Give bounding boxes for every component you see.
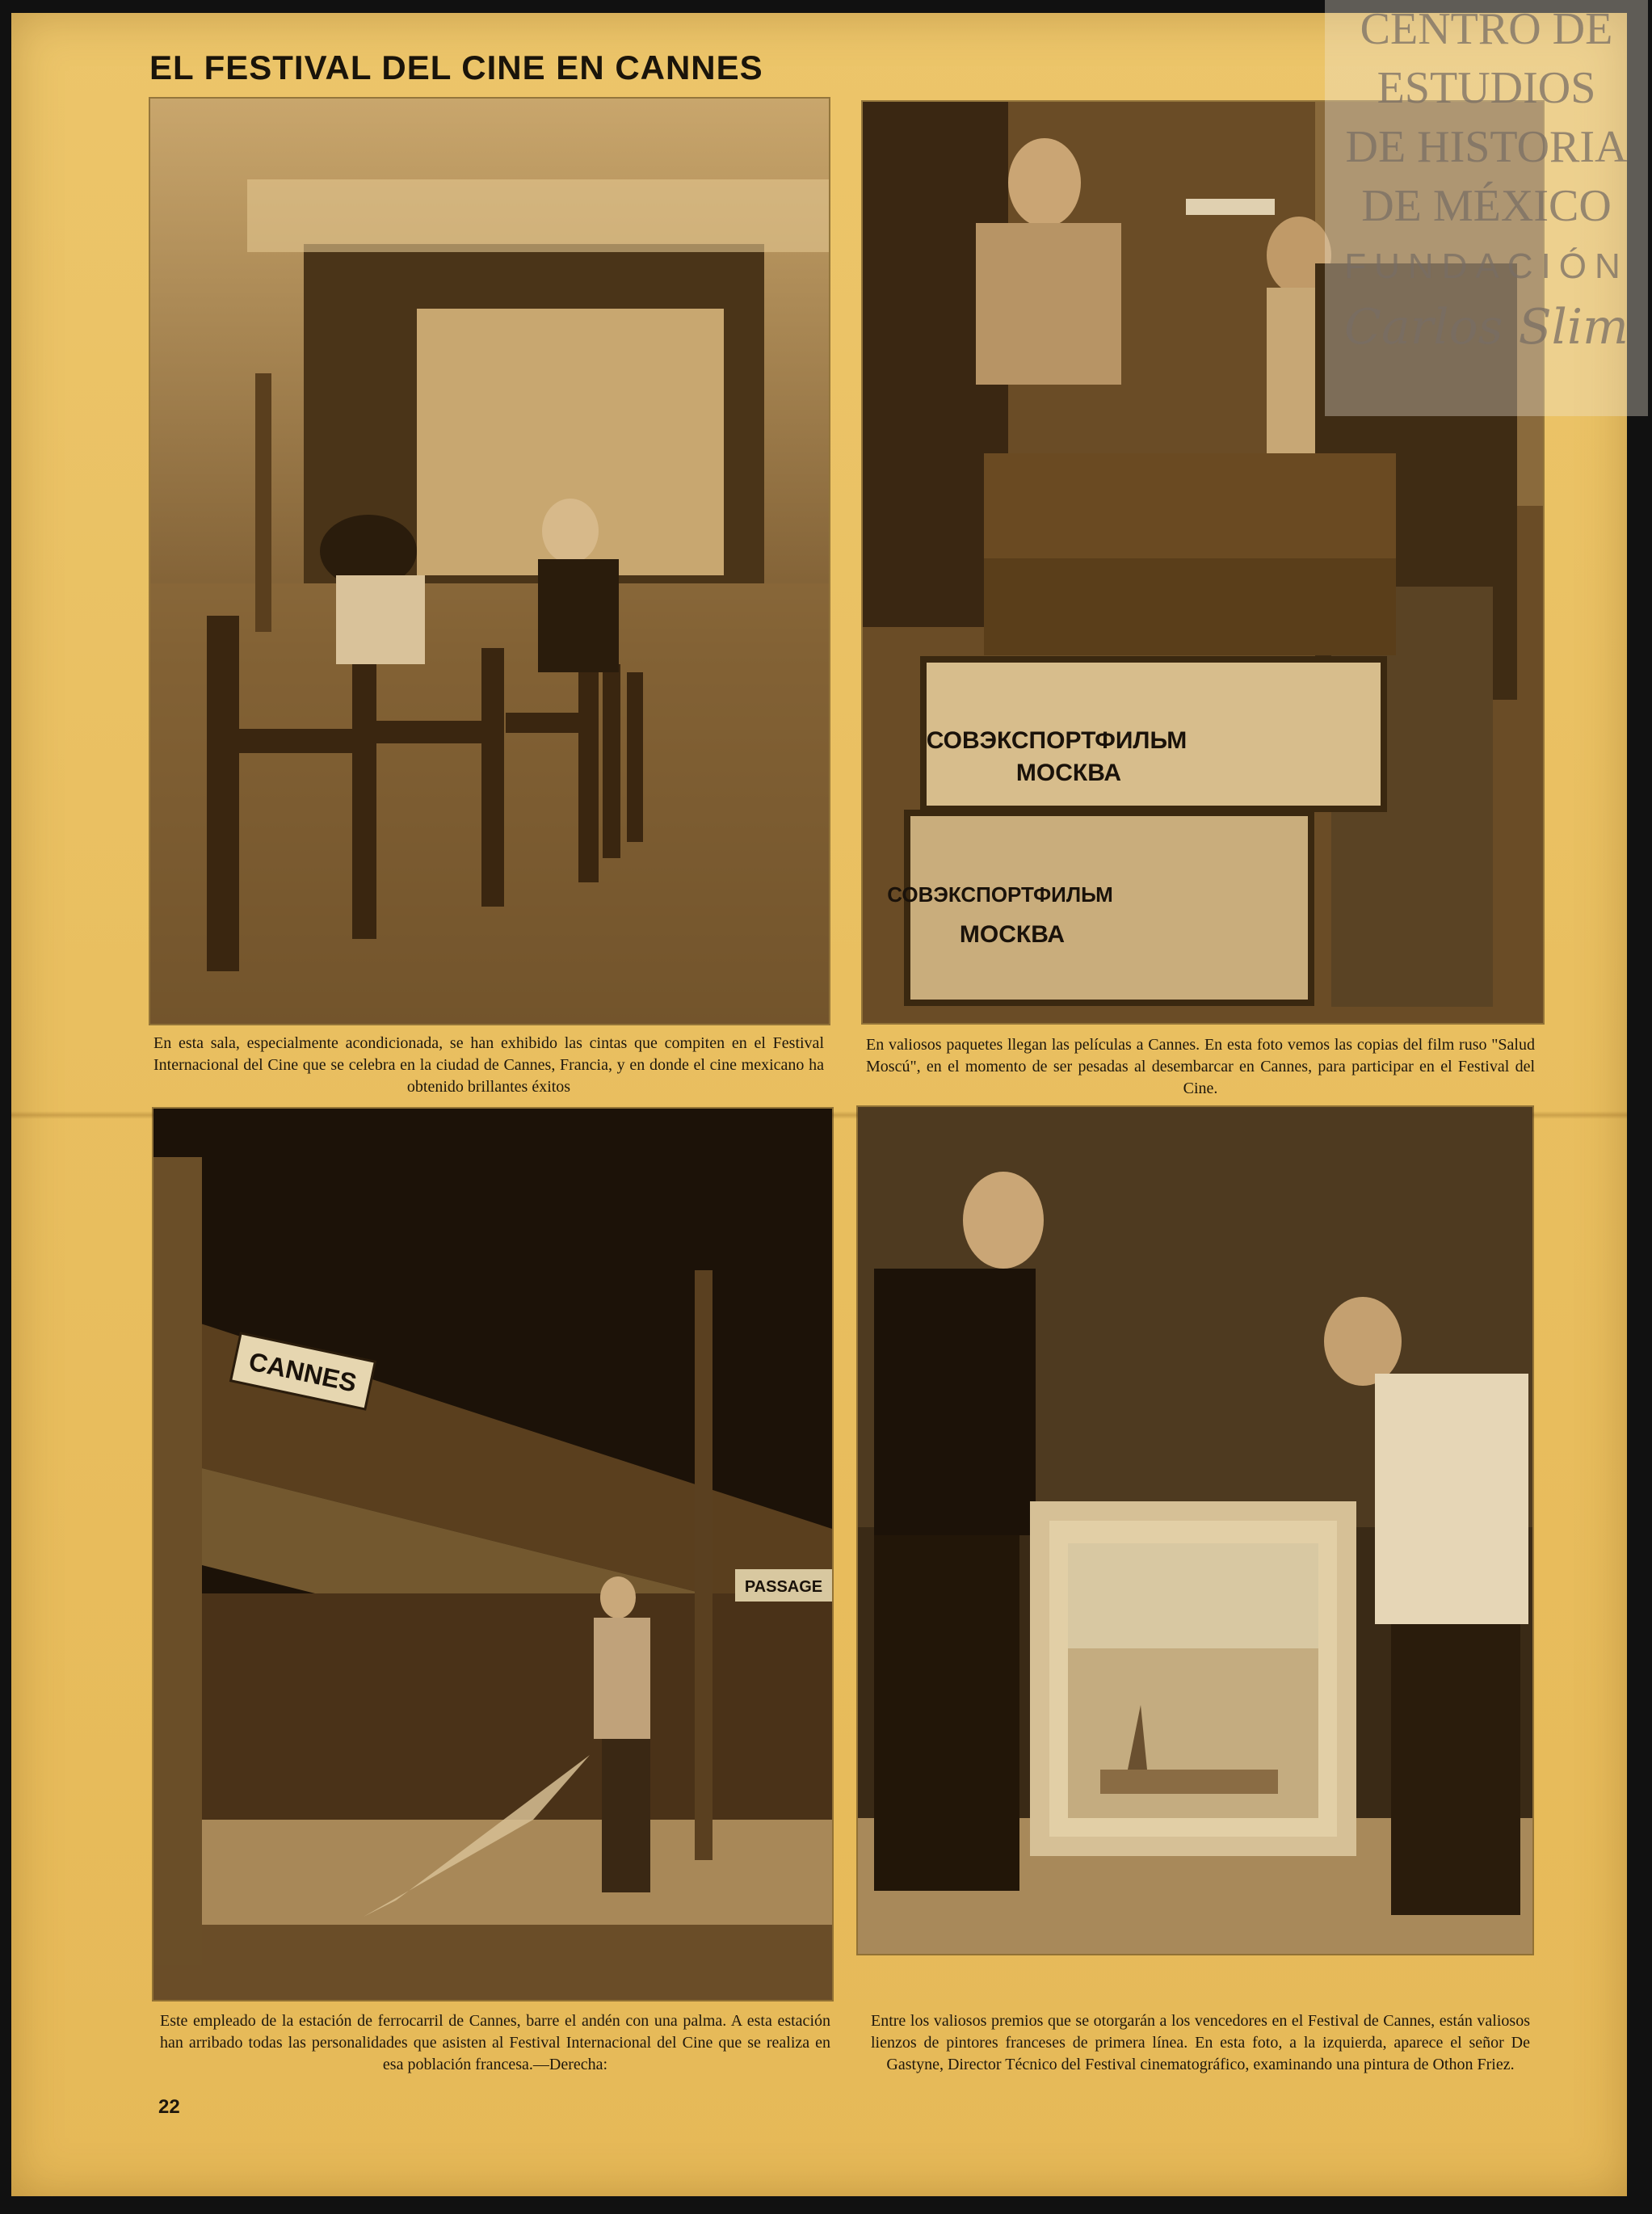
- archive-watermark: [1325, 0, 1648, 416]
- photo-painting-caption: Entre los valiosos premios que se otorgarán a los vencedores en el Festival de Cannes, están valiosos lienzos de pintores franceses de primera línea. En esta foto, a la izquierda, aparece el señor De Gastyne, Director Técnico del Festival cinematográfico, examinando una pintura de Othon Friez.: [871, 2012, 1530, 2073]
- crate-label-top: СОВЭКСПОРТФИЛЬМ: [926, 727, 1188, 754]
- watermark-line-4: DE MÉXICO: [1361, 181, 1612, 231]
- passage-sign: PASSAGE: [744, 1578, 823, 1596]
- watermark-signature: Carlos Slim: [1344, 299, 1629, 356]
- photo-cinema-hall: [150, 99, 829, 1024]
- train-station-illustration: [153, 1109, 832, 2000]
- page-headline: EL FESTIVAL DEL CINE EN CANNES: [149, 48, 763, 86]
- crate-label-bottom-city: МОСКВА: [959, 921, 1066, 948]
- watermark-line-1: CENTRO DE: [1360, 4, 1613, 54]
- painting-examination-illustration: [858, 1107, 1532, 1954]
- photo-cinema-hall-caption: En esta sala, especialmente acondicionada, se han exhibido las cintas que compiten en el Festival Internacional del Cine que se celebra en la ciudad de Cannes, Francia, y en donde el cine mexicano ha obtenido brillantes éxitos: [153, 1034, 824, 1096]
- photo-film-crates-caption: En valiosos paquetes llegan las películas a Cannes. En esta foto vemos las copias del film ruso "Salud Moscú", en el momento de ser pesadas al desembarcar en Cannes, para participar en el Festival del Cine.: [866, 1036, 1535, 1097]
- watermark-foundation: FUNDACIÓN: [1344, 246, 1629, 286]
- crate-label-bottom: СОВЭКСПОРТФИЛЬМ: [887, 882, 1113, 907]
- watermark-line-2: ESTUDIOS: [1377, 63, 1596, 113]
- page-number: 22: [158, 2096, 180, 2118]
- cinema-hall-illustration: [150, 99, 829, 1024]
- photo-painting: [858, 1107, 1532, 1954]
- photo-train-station: [153, 1109, 832, 2000]
- crate-label-top-city: МОСКВА: [1015, 760, 1122, 786]
- photo-train-station-caption: Este empleado de la estación de ferrocarril de Cannes, barre el andén con una palma. A esta estación han arribado todas las personalidades que asisten al Festival Internacional del Cine que se realiza en esa población francesa.—Derecha:: [160, 2012, 830, 2073]
- station-sign: CANNES: [246, 1346, 359, 1398]
- watermark-line-3: DE HISTORIA: [1345, 122, 1628, 172]
